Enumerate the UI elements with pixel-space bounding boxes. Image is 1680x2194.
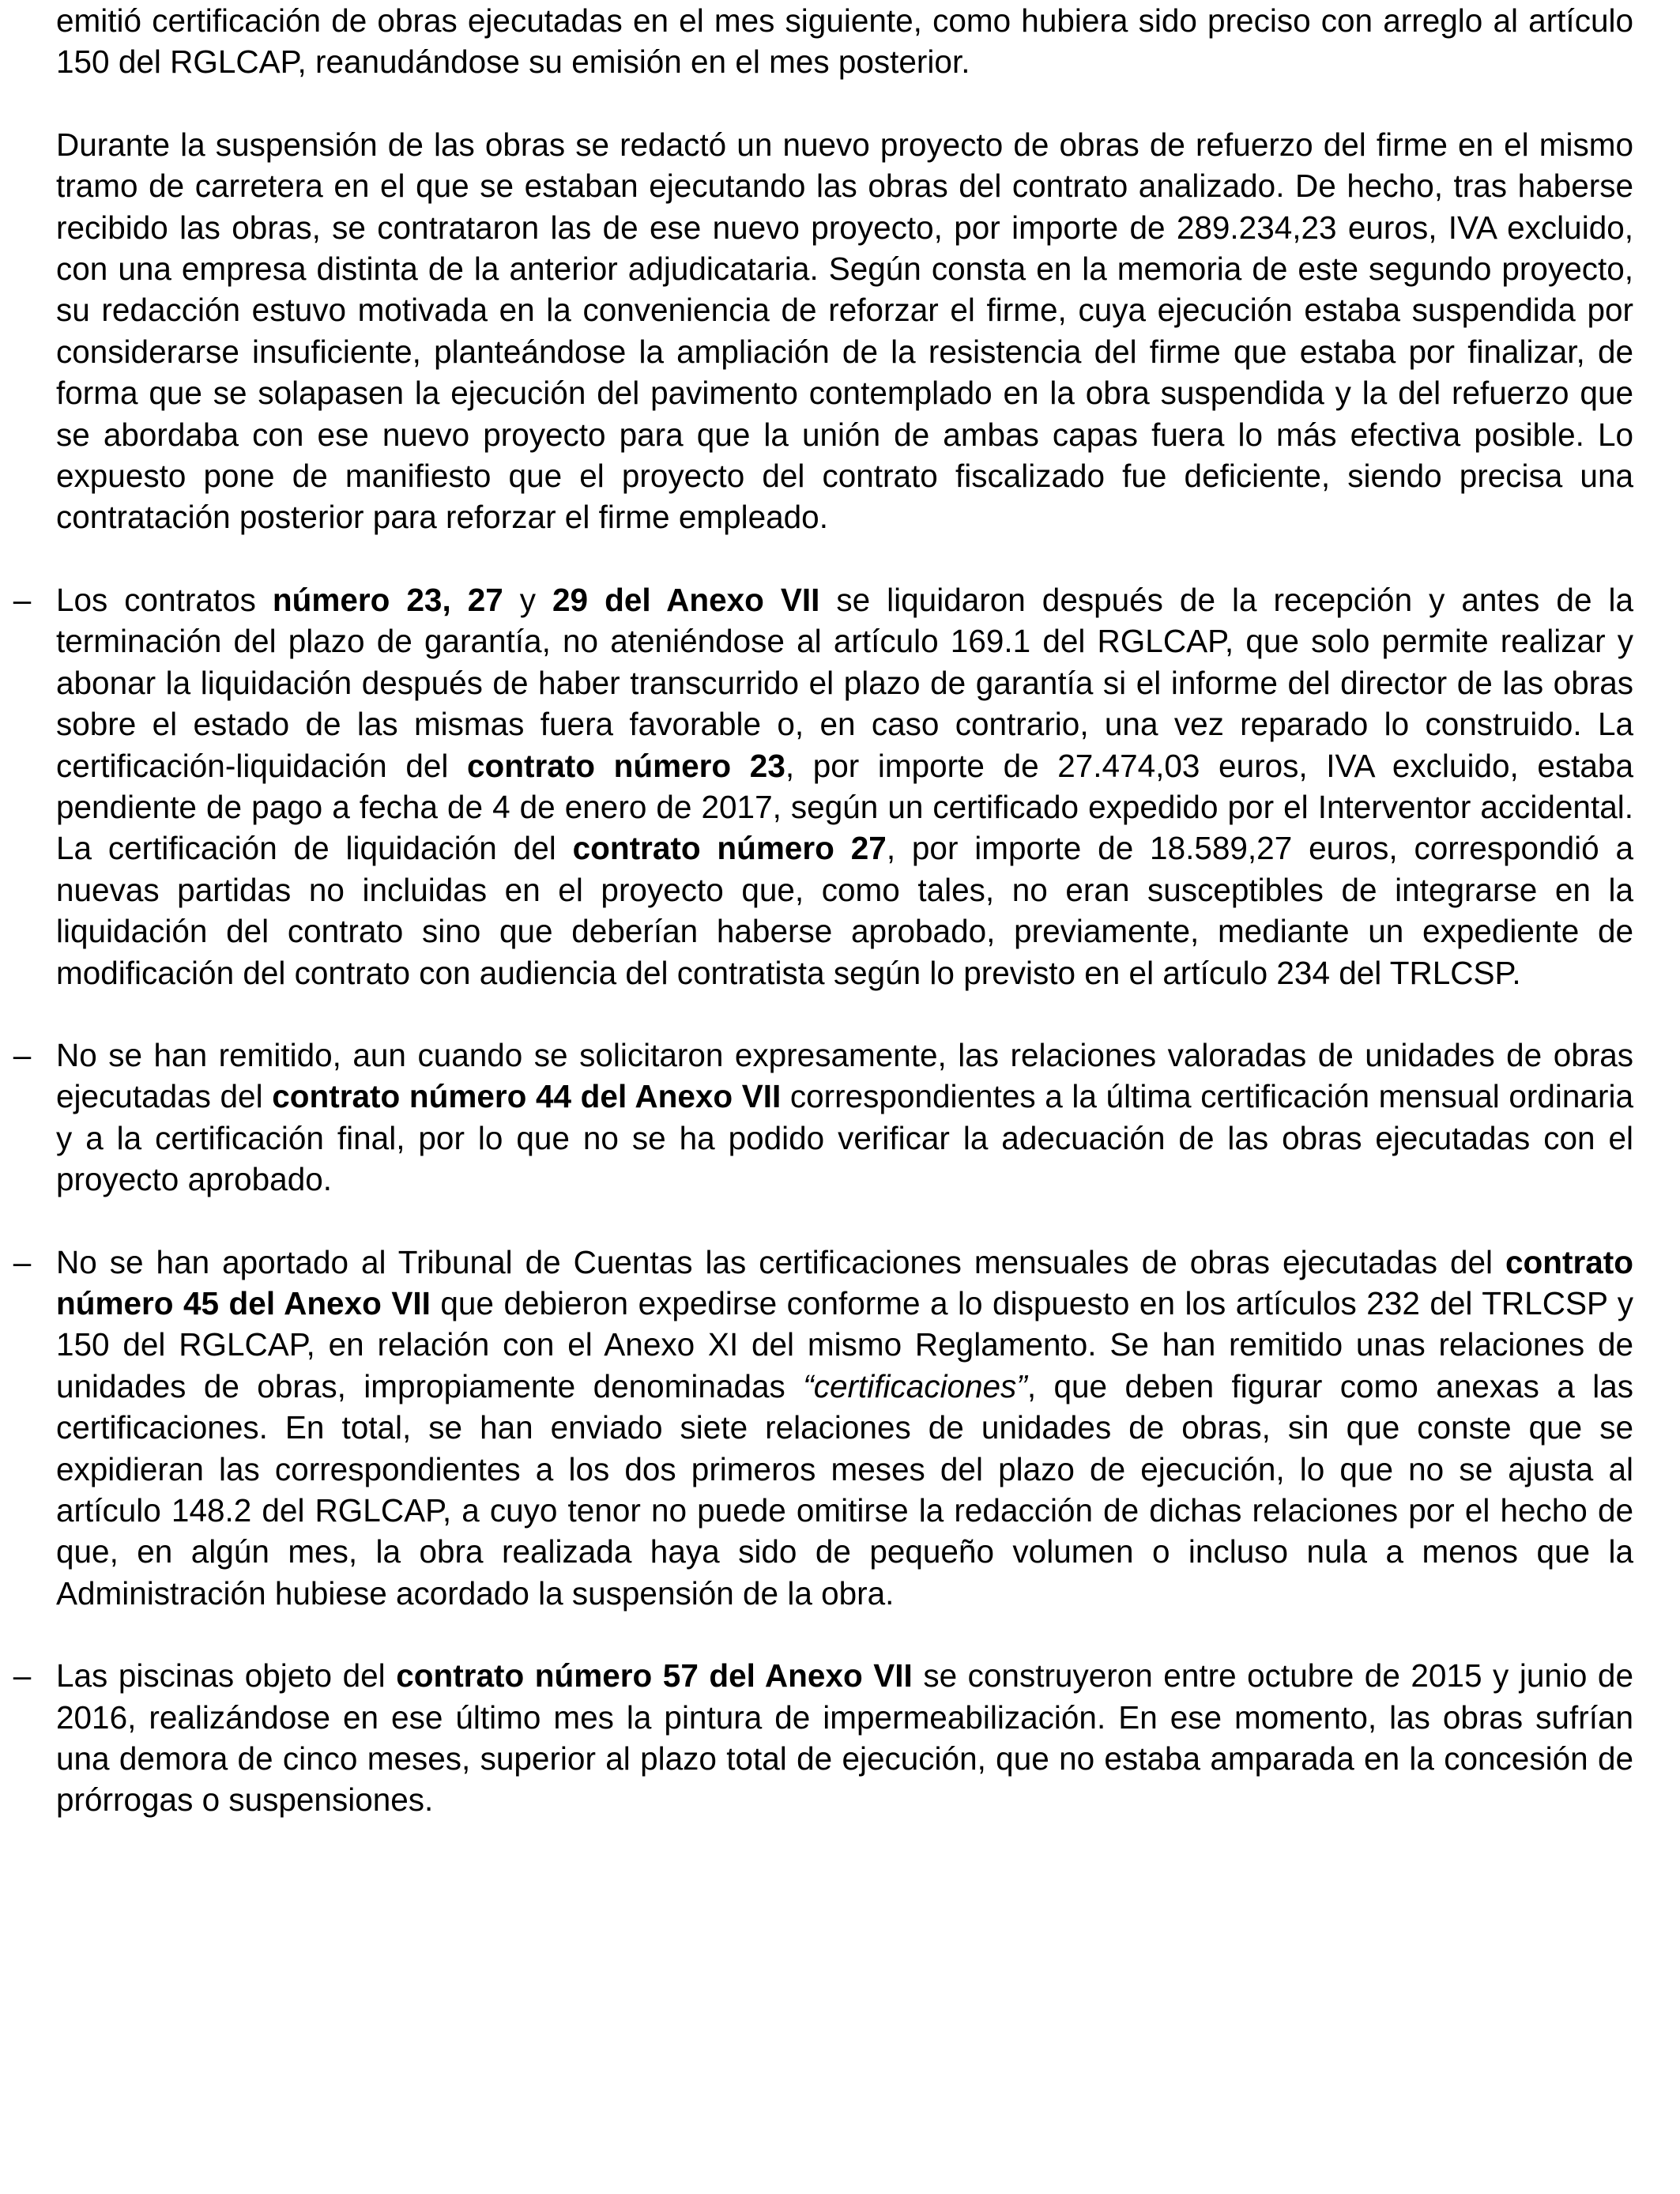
text-run: y: [503, 581, 553, 618]
text-run: , por importe de 18.589,27 euros, correspondió a nuevas partidas no incluidas en el proyecto que, como tales, no eran susceptibles de integrarse en la liquidación del contrato sino que deberían haberse aprobado, previamente, mediante un expediente de modificación del contrato con audiencia del contratista según lo previsto en el artículo 234 del TRLCSP.: [56, 830, 1633, 991]
text-run: , que deben figurar como anexas a las certificaciones. En total, se han enviado siete relaciones de unidades de obras, sin que conste que se expidieran las correspondientes a los dos primeros meses del plazo de ejecución, lo que no se ajusta al artículo 148.2 del RGLCAP, a cuyo tenor no puede omitirse la redacción de dichas relaciones por el hecho de que, en algún mes, la obra realizada haya sido de pequeño volumen o incluso nula a menos que la Administración hubiese acordado la suspensión de la obra.: [56, 1367, 1633, 1612]
bullet-text: [56, 1035, 1633, 1201]
text-run: correspondientes a la última certificación mensual ordinaria y a la certificación final, por lo que no se ha podido verificar la adecuación de las obras ejecutadas con el proyecto aprobado.: [56, 1078, 1633, 1198]
bullet-item-contract-45: [13, 1242, 1634, 1615]
italic-run: “certificaciones”: [803, 1367, 1027, 1404]
bullet-item-contracts-23-27-29: [13, 579, 1633, 993]
bold-run: contrato número 27: [572, 830, 887, 867]
paragraph-continuation: emitió certificación de obras ejecutadas en el mes siguiente, como hubiera sido preciso con arreglo al artículo 150 del RGLCAP, reanudándose su emisión en el mes posterior.: [56, 2, 1633, 81]
text-run: No se han remitido, aun cuando se solicitaron expresamente, las relaciones valoradas de unidades de obras ejecutadas del: [56, 1036, 1633, 1115]
bullet-text: [56, 579, 1633, 993]
bold-run: número 23, 27: [272, 581, 503, 618]
document-page: [13, 0, 1634, 1821]
text-run: Las piscinas objeto del: [56, 1657, 397, 1695]
text-run: , por importe de 27.474,03 euros, IVA excluido, estaba pendiente de pago a fecha de 4 de enero de 2017, según un certificado expedido por el Interventor accidental. La certificación de liquidación del: [56, 747, 1633, 867]
bullet-text: [56, 1242, 1633, 1615]
text-run: que debieron expedirse conforme a lo dispuesto en los artículos 232 del TRLCSP y 150 del RGLCAP, en relación con el Anexo XI del mismo Reglamento. Se han remitido unas relaciones de unidades de obras, impropiamente denominadas: [56, 1284, 1634, 1404]
bold-run: contrato número 57 del Anexo VII: [396, 1657, 913, 1695]
bullet-item-contract-44: [13, 1035, 1633, 1201]
text-run: se liquidaron después de la recepción y antes de la terminación del plazo de garantía, no ateniéndose al artículo 169.1 del RGLCAP, que solo permite realizar y abonar la liquidación después de haber transcurrido el plazo de garantía si el informe del director de las obras sobre el estado de las mismas fuera favorable o, en caso contrario, una vez reparado lo construido. La certificación-liquidación del: [56, 581, 1633, 784]
bold-run: contrato número 45 del Anexo VII: [56, 1243, 1633, 1321]
text-run: se construyeron entre octubre de 2015 y junio de 2016, realizándose en ese último mes la pintura de impermeabilización. En ese momento, las obras sufrían una demora de cinco meses, superior al plazo total de ejecución, que no estaba amparada en la concesión de prórrogas o suspensiones.: [56, 1657, 1633, 1819]
bullet-item-contract-57: [13, 1655, 1633, 1821]
bold-run: contrato número 44 del Anexo VII: [272, 1078, 782, 1115]
dash-bullet-icon: –: [13, 1036, 32, 1073]
text-run: No se han aportado al Tribunal de Cuentas las certificaciones mensuales de obras ejecutadas del: [56, 1243, 1505, 1280]
bullet-text: [56, 1655, 1633, 1821]
paragraph-suspension: Durante la suspensión de las obras se redactó un nuevo proyecto de obras de refuerzo del firme en el mismo tramo de carretera en el que se estaban ejecutando las obras del contrato analizado. De hecho, tras haberse recibido las obras, se contrataron las de ese nuevo proyecto, por importe de 289.234,23 euros, IVA excluido, con una empresa distinta de la anterior adjudicataria. Según consta en la memoria de este segundo proyecto, su redacción estuvo motivada en la conveniencia de reforzar el firme, cuya ejecución estaba suspendida por considerarse insuficiente, planteándose la ampliación de la resistencia del firme que estaba por finalizar, de forma que se solapasen la ejecución del pavimento contemplado en la obra suspendida y la del refuerzo que se abordaba con ese nuevo proyecto para que la unión de ambas capas fuera lo más efectiva posible. Lo expuesto pone de manifiesto que el proyecto del contrato fiscalizado fue deficiente, siendo precisa una contratación posterior para reforzar el firme empleado.: [56, 126, 1633, 536]
text-run: Los contratos: [56, 581, 273, 618]
bold-run: contrato número 23: [467, 747, 785, 784]
dash-bullet-icon: –: [13, 581, 32, 618]
bold-run: 29 del Anexo VII: [552, 581, 820, 618]
dash-bullet-icon: –: [13, 1243, 32, 1280]
dash-bullet-icon: –: [13, 1657, 32, 1695]
